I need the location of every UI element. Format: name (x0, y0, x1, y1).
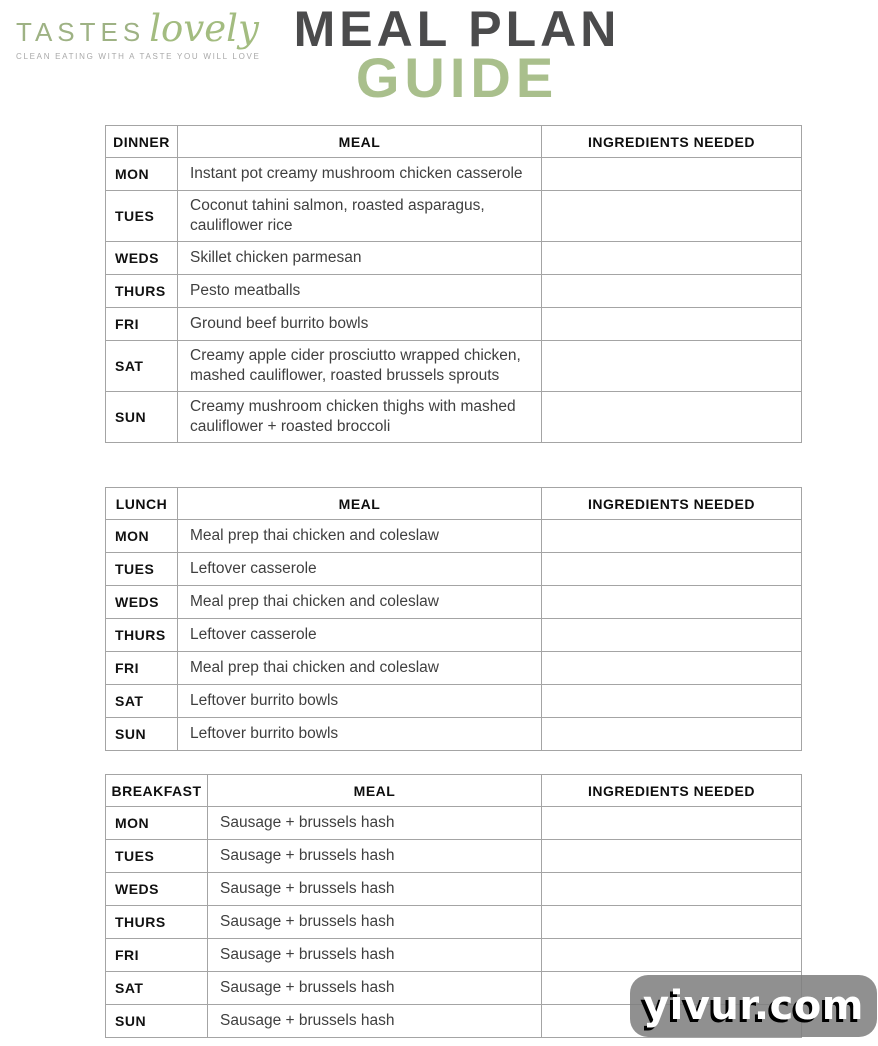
meal-cell: Sausage + brussels hash (208, 972, 542, 1005)
day-cell: SUN (106, 392, 178, 443)
meal-table-dinner (105, 125, 802, 443)
table-row (106, 275, 802, 308)
table-row (106, 158, 802, 191)
day-cell: SAT (106, 341, 178, 392)
header-row (106, 126, 802, 158)
ingredients-cell (542, 392, 802, 443)
meal-cell: Leftover burrito bowls (178, 718, 542, 751)
day-cell: SUN (106, 1005, 208, 1038)
column-header-day: BREAKFAST (106, 775, 208, 807)
brand-name-script: lovely (149, 7, 259, 50)
ingredients-cell (542, 275, 802, 308)
day-cell: THURS (106, 619, 178, 652)
day-cell: MON (106, 158, 178, 191)
table-row (106, 807, 802, 840)
ingredients-cell (542, 242, 802, 275)
table-row (106, 619, 802, 652)
brand-logo (16, 7, 261, 61)
ingredients-cell (542, 191, 802, 242)
meal-cell: Ground beef burrito bowls (178, 308, 542, 341)
column-header-day: DINNER (106, 126, 178, 158)
day-cell: FRI (106, 308, 178, 341)
column-header-ingredients: INGREDIENTS NEEDED (542, 126, 802, 158)
day-cell: WEDS (106, 873, 208, 906)
header-row (106, 488, 802, 520)
table-row (106, 586, 802, 619)
column-header-day: LUNCH (106, 488, 178, 520)
table-row (106, 840, 802, 873)
meal-tables (105, 125, 802, 1038)
meal-cell: Instant pot creamy mushroom chicken casserole (178, 158, 542, 191)
meal-cell: Sausage + brussels hash (208, 939, 542, 972)
meal-cell: Creamy mushroom chicken thighs with mashed cauliflower + roasted broccoli (178, 392, 542, 443)
table-row (106, 685, 802, 718)
day-cell: MON (106, 807, 208, 840)
meal-cell: Sausage + brussels hash (208, 1005, 542, 1038)
table-row (106, 191, 802, 242)
column-header-meal: MEAL (178, 126, 542, 158)
ingredients-cell (542, 652, 802, 685)
table-row (106, 308, 802, 341)
page-title-line1: MEAL PLAN (293, 1, 621, 57)
day-cell: SAT (106, 972, 208, 1005)
ingredients-cell (542, 586, 802, 619)
watermark-badge (630, 975, 877, 1037)
table-row (106, 652, 802, 685)
meal-cell: Sausage + brussels hash (208, 807, 542, 840)
table-row (106, 341, 802, 392)
page-title (293, 1, 621, 109)
meal-cell: Skillet chicken parmesan (178, 242, 542, 275)
ingredients-cell (542, 308, 802, 341)
day-cell: WEDS (106, 586, 178, 619)
page-title-line2: GUIDE (355, 46, 559, 109)
ingredients-cell (542, 619, 802, 652)
meal-cell: Meal prep thai chicken and coleslaw (178, 652, 542, 685)
brand-name-row (16, 7, 261, 50)
day-cell: TUES (106, 840, 208, 873)
table-row (106, 718, 802, 751)
meal-cell: Sausage + brussels hash (208, 873, 542, 906)
ingredients-cell (542, 873, 802, 906)
day-cell: FRI (106, 939, 208, 972)
meal-cell: Meal prep thai chicken and coleslaw (178, 586, 542, 619)
day-cell: WEDS (106, 242, 178, 275)
ingredients-cell (542, 840, 802, 873)
table-row (106, 242, 802, 275)
table-row (106, 906, 802, 939)
meal-cell: Leftover casserole (178, 619, 542, 652)
column-header-ingredients: INGREDIENTS NEEDED (542, 775, 802, 807)
ingredients-cell (542, 939, 802, 972)
watermark-text: yivur.com (643, 983, 864, 1029)
ingredients-cell (542, 718, 802, 751)
table-row (106, 553, 802, 586)
ingredients-cell (542, 158, 802, 191)
day-cell: SAT (106, 685, 178, 718)
header-row (106, 775, 802, 807)
meal-cell: Creamy apple cider prosciutto wrapped chicken, mashed cauliflower, roasted brussels sprouts (178, 341, 542, 392)
day-cell: FRI (106, 652, 178, 685)
table-row (106, 873, 802, 906)
meal-cell: Sausage + brussels hash (208, 840, 542, 873)
column-header-meal: MEAL (178, 488, 542, 520)
meal-cell: Meal prep thai chicken and coleslaw (178, 520, 542, 553)
ingredients-cell (542, 520, 802, 553)
ingredients-cell (542, 553, 802, 586)
table-row (106, 392, 802, 443)
meal-cell: Sausage + brussels hash (208, 906, 542, 939)
brand-name: TASTES (16, 17, 146, 47)
table-row (106, 939, 802, 972)
day-cell: MON (106, 520, 178, 553)
day-cell: TUES (106, 191, 178, 242)
day-cell: THURS (106, 906, 208, 939)
brand-tagline: CLEAN EATING WITH A TASTE YOU WILL LOVE (16, 52, 261, 61)
table-row (106, 520, 802, 553)
meal-cell: Leftover casserole (178, 553, 542, 586)
day-cell: SUN (106, 718, 178, 751)
ingredients-cell (542, 906, 802, 939)
meal-cell: Leftover burrito bowls (178, 685, 542, 718)
meal-table-lunch (105, 487, 802, 751)
column-header-meal: MEAL (208, 775, 542, 807)
day-cell: TUES (106, 553, 178, 586)
meal-cell: Coconut tahini salmon, roasted asparagus, cauliflower rice (178, 191, 542, 242)
meal-cell: Pesto meatballs (178, 275, 542, 308)
ingredients-cell (542, 685, 802, 718)
ingredients-cell (542, 807, 802, 840)
column-header-ingredients: INGREDIENTS NEEDED (542, 488, 802, 520)
day-cell: THURS (106, 275, 178, 308)
ingredients-cell (542, 341, 802, 392)
